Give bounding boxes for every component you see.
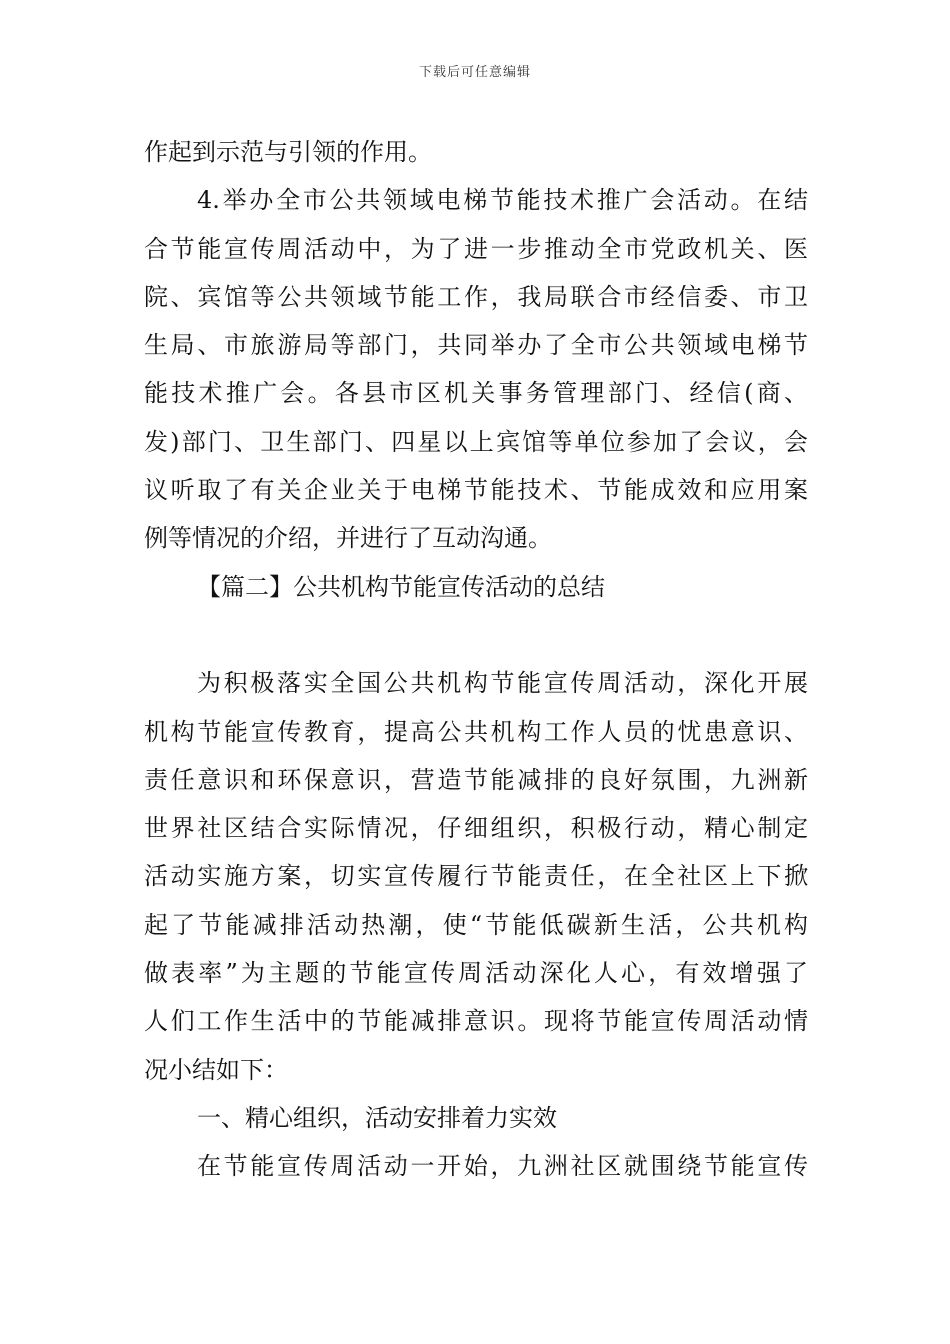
- paragraph-line: 做表率”为主题的节能宣传周活动深化人心，有效增强了: [144, 959, 808, 988]
- paragraph-line: 4.举办全市公共领域电梯节能技术推广会活动。在结: [197, 186, 808, 215]
- paragraph-line: 例等情况的介绍，并进行了互动沟通。: [144, 524, 552, 553]
- page-header: 下载后可任意编辑: [418, 65, 531, 80]
- paragraph-line: 人们工作生活中的节能减排意识。现将节能宣传周活动情: [144, 1007, 808, 1036]
- paragraph-line: 活动实施方案，切实宣传履行节能责任，在全社区上下掀: [144, 862, 808, 891]
- blank-line: [144, 611, 808, 659]
- paragraph-line: 为积极落实全国公共机构节能宣传周活动，深化开展: [197, 669, 808, 698]
- subheading: 一、精心组织，活动安排着力实效: [197, 1103, 557, 1132]
- paragraph-line: 况小结如下：: [144, 1055, 288, 1084]
- paragraph-line: 院、宾馆等公共领域节能工作，我局联合市经信委、市卫: [144, 282, 808, 311]
- document-body: [144, 128, 808, 1191]
- paragraph-line: 能技术推广会。各县市区机关事务管理部门、经信(商、: [144, 379, 808, 408]
- paragraph-line: 议听取了有关企业关于电梯节能技术、节能成效和应用案: [144, 476, 808, 505]
- section-heading: 【篇二】公共机构节能宣传活动的总结: [197, 572, 605, 601]
- paragraph-line: 在节能宣传周活动一开始，九洲社区就围绕节能宣传: [197, 1152, 808, 1181]
- paragraph-line: 发)部门、卫生部门、四星以上宾馆等单位参加了会议，会: [144, 427, 808, 456]
- paragraph-line: 机构节能宣传教育，提高公共机构工作人员的忧患意识、: [144, 717, 808, 746]
- paragraph-line: 合节能宣传周活动中，为了进一步推动全市党政机关、医: [144, 234, 808, 263]
- paragraph-line: 生局、市旅游局等部门，共同举办了全市公共领域电梯节: [144, 331, 808, 360]
- paragraph-line: 世界社区结合实际情况，仔细组织，积极行动，精心制定: [144, 814, 808, 843]
- paragraph-line: 作起到示范与引领的作用。: [144, 138, 432, 166]
- paragraph-line: 责任意识和环保意识，营造节能减排的良好氛围，九洲新: [144, 765, 808, 794]
- paragraph-line: 起了节能减排活动热潮，使“节能低碳新生活，公共机构: [144, 910, 808, 939]
